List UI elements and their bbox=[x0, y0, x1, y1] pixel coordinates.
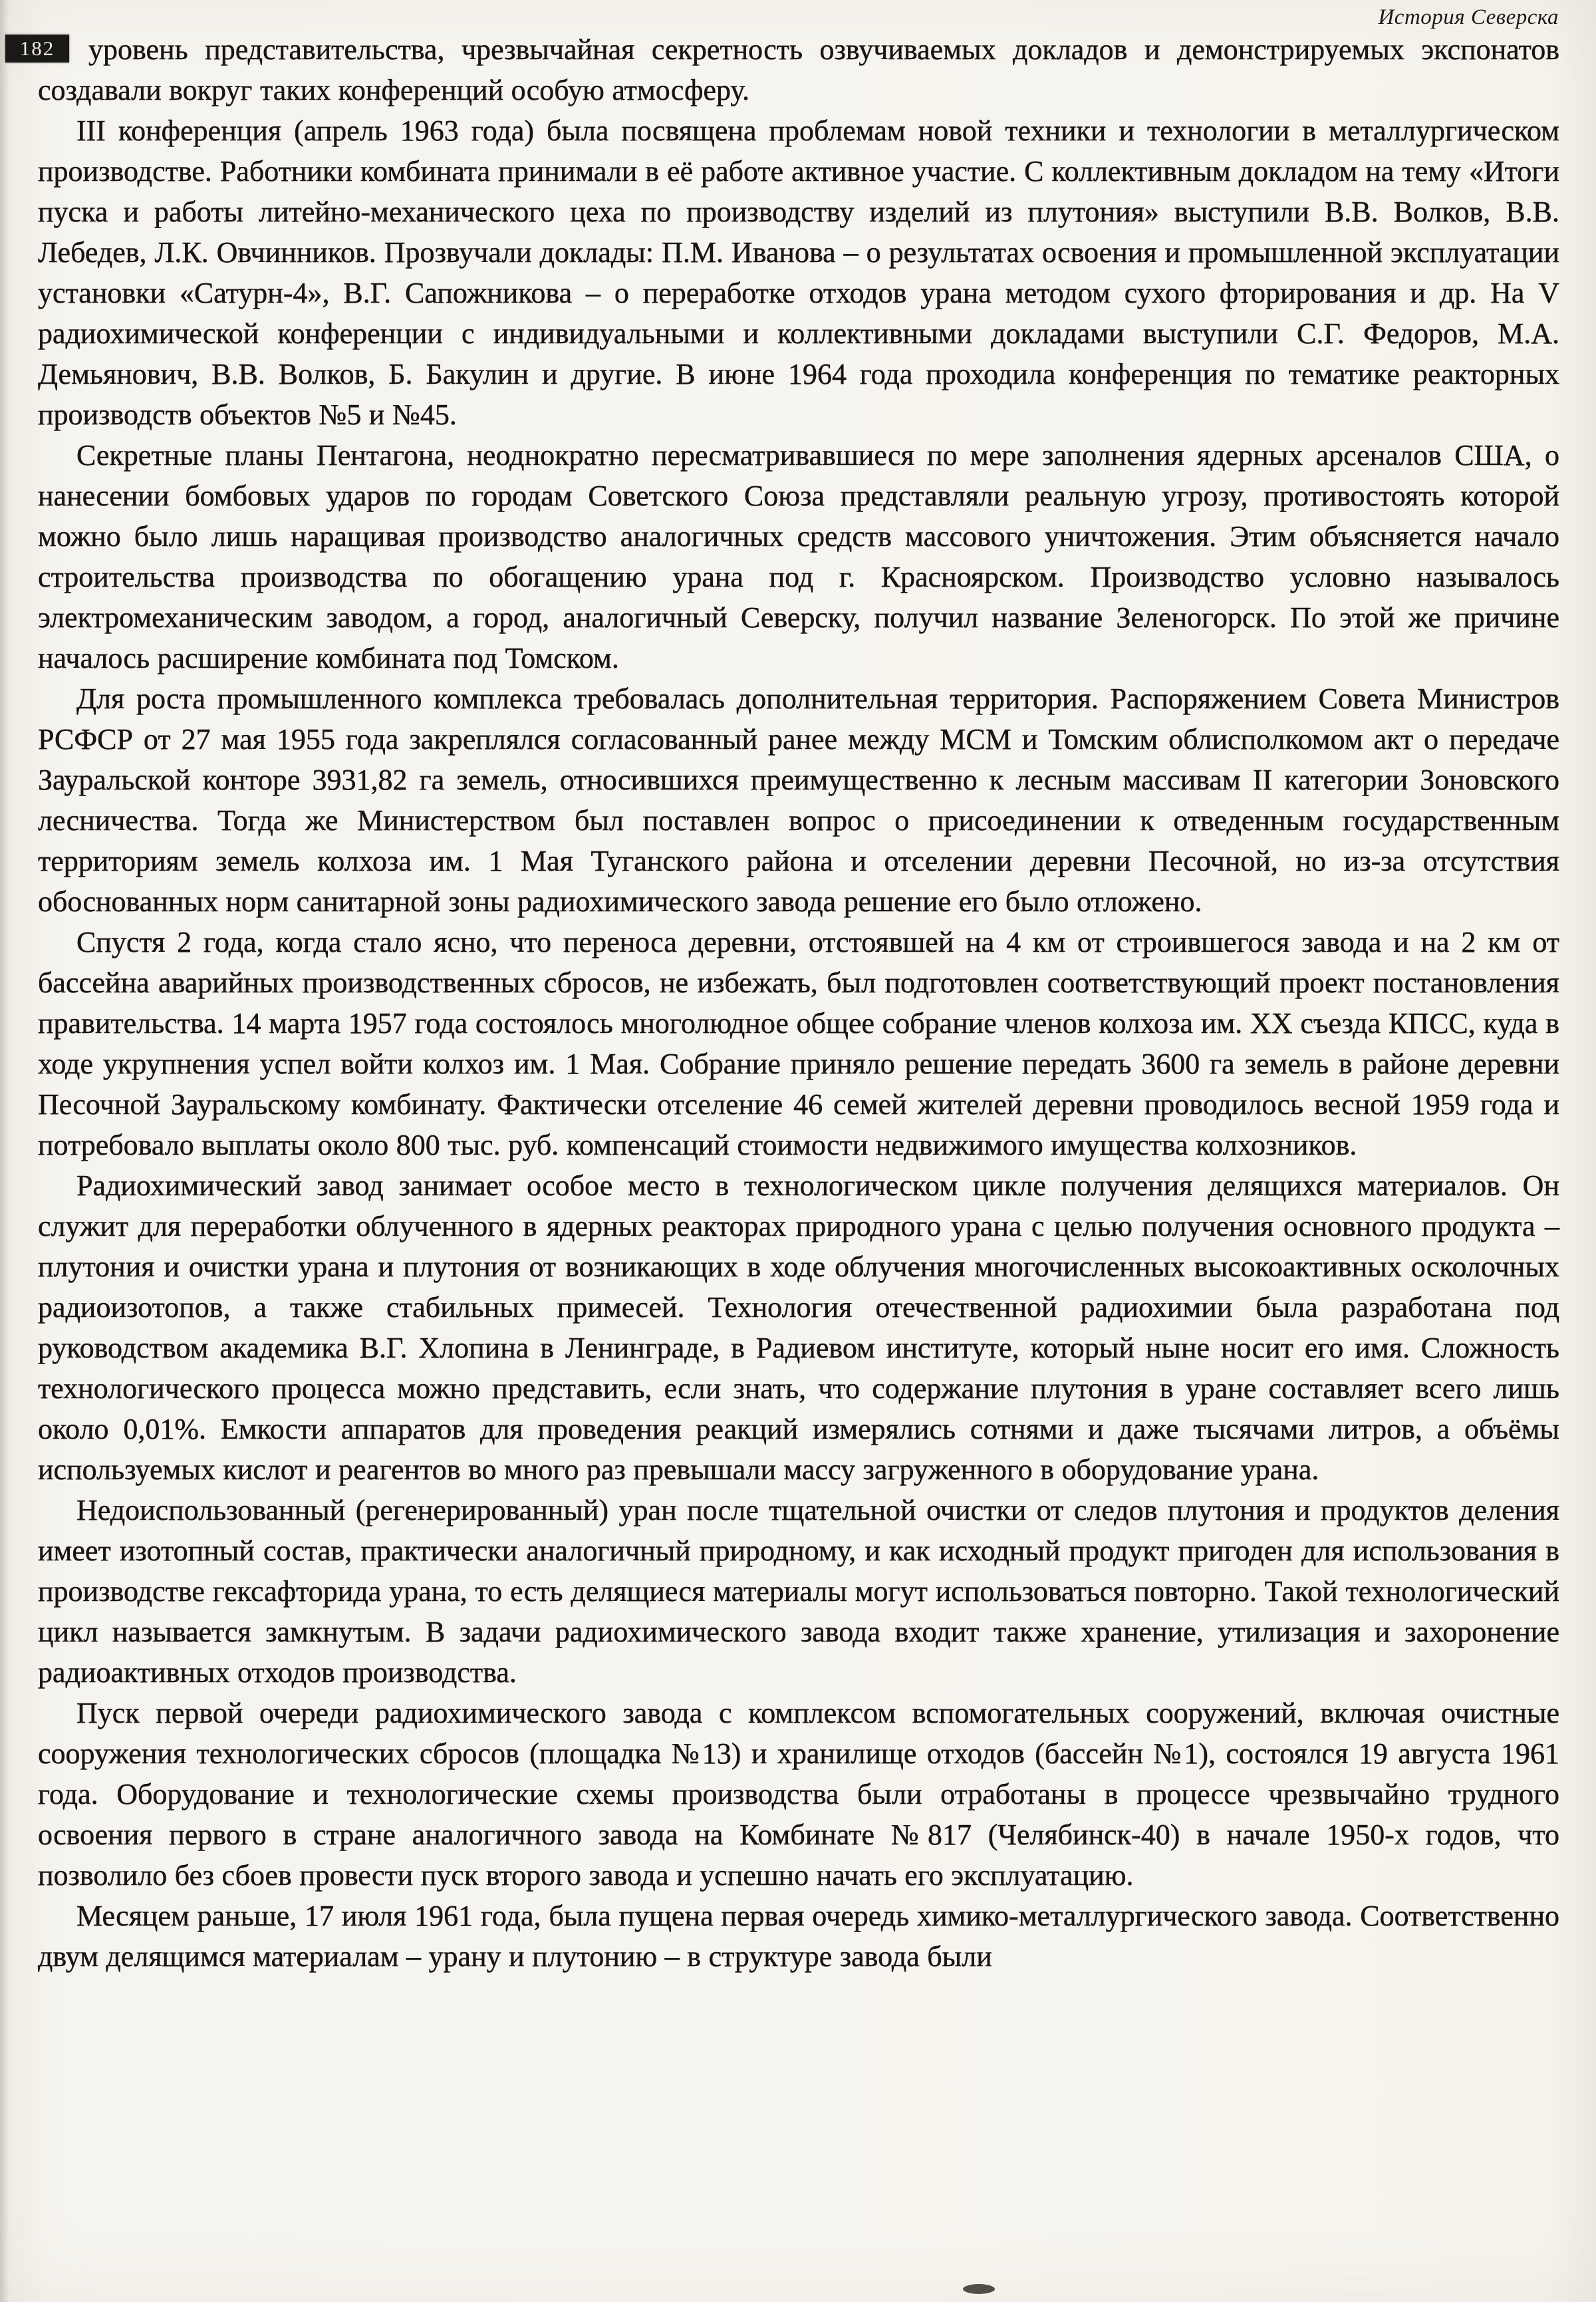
paragraph-7: Недоиспользованный (регенерированный) уран после тщательной очистки от следов плутония и продуктов деления имеет изотопный состав, практически аналогичный природному, и как исходный продукт пригоден для использования в производстве гексафторида урана, то есть делящиеся материалы могут использоваться повторно. Такой технологический цикл называется замкнутым. В задачи радиохимического завода входит также хранение, утилизация и захоронение радиоактивных отходов производства. bbox=[38, 1494, 1559, 1689]
paragraph-3: Секретные планы Пентагона, неоднократно пересматривавшиеся по мере заполнения ядерных арсеналов США, о нанесении бомбовых ударов по городам Советского Союза представляли реальную угрозу, противостоять которой можно было лишь наращивая производство аналогичных средств массового уничтожения. Этим объясняется начало строительства производства по обогащению урана под г. Красноярском. Производство условно называлось электромеханическим заводом, а город, аналогичный Северску, получил название Зеленогорск. По этой же причине началось расширение комбината под Томском. bbox=[38, 439, 1559, 674]
paragraph-4: Для роста промышленного комплекса требовалась дополнительная территория. Распоряжением Совета Министров РСФСР от 27 мая 1955 года закреплялся согласованный ранее между МСМ и Томским облисполкомом акт о передаче Зауральской конторе 3931,82 га земель, относившихся преимущественно к лесным массивам II категории Зоновского лесничества. Тогда же Министерством был поставлен вопрос о присоединении к отведенным государственным территориям земель колхоза им. 1 Мая Туганского района и отселении деревни Песочной, но из-за отсутствия обоснованных норм санитарной зоны радиохимического завода решение его было отложено. bbox=[38, 682, 1559, 918]
paragraph-6: Радиохимический завод занимает особое место в технологическом цикле получения делящихся материалов. Он служит для переработки облученного в ядерных реакторах природного урана с целью получения основного продукта – плутония и очистки урана и плутония от возникающих в ходе облучения многочисленных высокоактивных осколочных радиоизотопов, а также стабильных примесей. Технология отечественной радиохимии была разработана под руководством академика В.Г. Хлопина в Ленинграде, в Радиевом институте, который ныне носит его имя. Сложность технологического процесса можно представить, если знать, что содержание плутония в уране составляет всего лишь около 0,01%. Емкости аппаратов для проведения реакций измерялись сотнями и даже тысячами литров, а объёмы используемых кислот и реагентов во много раз превышали массу загруженного в оборудование урана. bbox=[38, 1169, 1559, 1486]
paragraph-8: Пуск первой очереди радиохимического завода с комплексом вспомогательных сооружений, включая очистные сооружения технологических сбросов (площадка №13) и хранилище отходов (бассейн №1), состоялся 19 августа 1961 года. Оборудование и технологические схемы производства были отработаны в процессе чрезвычайно трудного освоения первого в стране аналогичного завода на Комбинате №817 (Челябинск-40) в начале 1950-х годов, что позволило без сбоев провести пуск второго завода и успешно начать его эксплуатацию. bbox=[38, 1697, 1559, 1892]
running-header: История Северска bbox=[1378, 5, 1559, 29]
paragraph-5: Спустя 2 года, когда стало ясно, что переноса деревни, отстоявшей на 4 км от строившегося завода и на 2 км от бассейна аварийных производственных сбросов, не избежать, был подготовлен соответствующий проект постановления правительства. 14 марта 1957 года состоялось многолюдное общее собрание членов колхоза им. XX съезда КПСС, куда в ходе укрупнения успел войти колхоз им. 1 Мая. Собрание приняло решение передать 3600 га земель в районе деревни Песочной Зауральскому комбинату. Фактически отселение 46 семей жителей деревни проводилось весной 1959 года и потребовало выплаты около 800 тыс. руб. компенсаций стоимости недвижимого имущества колхозников. bbox=[38, 926, 1559, 1161]
paragraph-9: Месяцем раньше, 17 июля 1961 года, была пущена первая очередь химико-металлургического завода. Соответственно двум делящимся материалам – урану и плутонию – в структуре завода были bbox=[38, 1900, 1559, 1973]
scan-artifact-mark bbox=[963, 2284, 995, 2294]
page-number: 182 bbox=[19, 37, 55, 60]
scan-edge-shadow bbox=[0, 0, 9, 2302]
text-block bbox=[38, 29, 1559, 1977]
paragraph-1: уровень представительства, чрезвычайная секретность озвучиваемых докладов и демонстрируемых экспонатов создавали вокруг таких конференций особую атмосферу. bbox=[38, 33, 1559, 106]
paragraph-2: III конференция (апрель 1963 года) была посвящена проблемам новой техники и технологии в металлургическом производстве. Работники комбината принимали в её работе активное участие. С коллективным докладом на тему «Итоги пуска и работы литейно-механического цеха по производству изделий из плутония» выступили В.В. Волков, В.В. Лебедев, Л.К. Овчинников. Прозвучали доклады: П.М. Иванова – о результатах освоения и промышленной эксплуатации установки «Сатурн-4», В.Г. Сапожникова – о переработке отходов урана методом сухого фторирования и др. На V радиохимической конференции с индивидуальными и коллективными докладами выступили С.Г. Федоров, М.А. Демьянович, В.В. Волков, Б. Бакулин и другие. В июне 1964 года проходила конференция по тематике реакторных производств объектов №5 и №45. bbox=[38, 114, 1559, 431]
